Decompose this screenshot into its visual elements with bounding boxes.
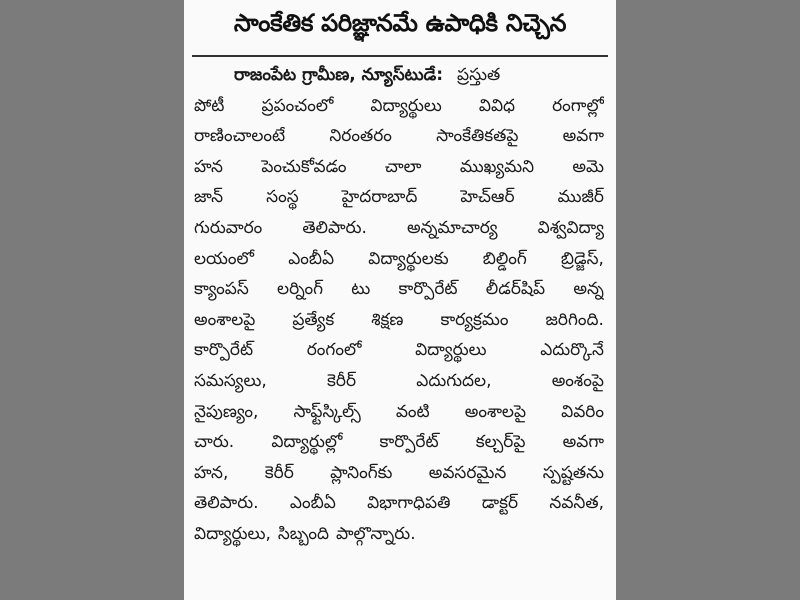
- article-word: ప్రత్యేక: [292, 309, 335, 330]
- article-word: నవనీత,: [549, 493, 604, 514]
- headline-divider: [192, 55, 608, 57]
- article-line: [194, 121, 604, 152]
- article-word: చాలా: [384, 156, 422, 177]
- article-word: లయంలో: [194, 248, 255, 269]
- article-word: అమె: [572, 156, 604, 177]
- article-word: క్యాంపస్: [194, 279, 249, 300]
- article-line: [194, 152, 604, 183]
- article-line: [194, 488, 604, 519]
- article-word: ఎదుర్కొనే: [540, 340, 604, 361]
- article-word: ప్లానింగ్‌కు: [330, 462, 393, 483]
- article-word: ప్రపంచంలో: [261, 95, 334, 116]
- article-word: చారు.: [194, 432, 235, 453]
- article-word: రంగంలో: [306, 340, 362, 361]
- article-line: [194, 458, 604, 489]
- article-line: [194, 366, 604, 397]
- article-word: కార్పొరేట్: [379, 432, 439, 453]
- article-word: అవగా: [562, 432, 604, 453]
- article-word: తెలిపారు.: [302, 217, 367, 238]
- article-word: కల్చర్‌పై: [475, 432, 526, 453]
- article-word: రంగాల్లో: [552, 95, 604, 116]
- article-line-text: ప్రస్తుత: [457, 65, 501, 85]
- article-word: విద్యార్థులు: [370, 95, 442, 116]
- article-word: సమస్యలు,: [194, 370, 267, 391]
- article-word: కార్పొరేట్: [194, 340, 254, 361]
- article-word: వివరిం: [561, 401, 604, 422]
- article-word: హెచ్ఆర్: [460, 187, 515, 208]
- article-word: అన్న: [573, 279, 604, 300]
- article-line: [194, 274, 604, 305]
- article-line: [194, 182, 604, 213]
- article-word: అంశంపై: [551, 370, 604, 391]
- article-word: సాఫ్ట్‌స్కిల్స్: [293, 401, 361, 422]
- article-word: బ్రిడ్జెస్,: [560, 248, 604, 269]
- article-word: విభాగాధిపతి: [367, 493, 451, 514]
- article-word: ఎదుగుదల,: [416, 370, 492, 391]
- article-line-first: [194, 60, 604, 91]
- article-word: విద్యార్థులకు: [368, 248, 449, 269]
- article-line: [194, 427, 604, 458]
- article-word: నిరంతరం: [329, 126, 392, 147]
- article-word: కార్యక్రమం: [440, 309, 509, 330]
- article-word: ఎంబీఏ: [288, 248, 335, 269]
- article-word: కెరీర్: [327, 370, 357, 391]
- article-word: కార్పొరేట్: [398, 279, 458, 300]
- article-line: [194, 213, 604, 244]
- article-word: కెరీర్: [264, 462, 294, 483]
- article-word: హైదరాబాద్: [341, 187, 418, 208]
- article-word: వంటి: [395, 401, 430, 422]
- article-word: రాణించాలంటే: [194, 126, 286, 147]
- article-word: విశ్వవిద్యా: [537, 217, 604, 238]
- article-word: వివిధ: [478, 95, 516, 116]
- article-word: విద్యార్థులు,: [194, 523, 271, 544]
- newspaper-clipping: [184, 0, 616, 600]
- article-body: [194, 60, 604, 550]
- article-word: సంస్థ: [266, 187, 299, 208]
- article-word: హన: [194, 156, 223, 177]
- article-word: ఎంబీఏ: [289, 493, 336, 514]
- article-word: డాక్టర్: [481, 493, 519, 514]
- article-word: టు: [351, 279, 371, 300]
- article-word: నైపుణ్యం,: [194, 401, 259, 422]
- article-line: [194, 335, 604, 366]
- dateline: రాజంపేట గ్రామీణ, న్యూస్‌టుడే:: [234, 65, 444, 85]
- article-line: [194, 519, 604, 550]
- article-word: పెంచుకోవడం: [261, 156, 347, 177]
- article-word: జరిగింది.: [545, 309, 604, 330]
- article-word: పోటీ: [194, 95, 225, 116]
- article-word: విద్యార్థుల్లో: [271, 432, 343, 453]
- article-word: అన్నమాచార్య: [406, 217, 498, 238]
- article-word: స్పష్టతను: [542, 462, 604, 483]
- article-word: తెలిపారు.: [194, 493, 259, 514]
- article-word: అంశాలపై: [194, 309, 256, 330]
- article-line: [194, 91, 604, 122]
- article-line: [194, 244, 604, 275]
- article-word: అవసరమైన: [428, 462, 507, 483]
- article-word: లర్నింగ్: [277, 279, 323, 300]
- article-word: హన,: [194, 462, 229, 483]
- article-word: ముజీర్: [557, 187, 604, 208]
- article-word: గురువారం: [194, 217, 263, 238]
- article-line: [194, 305, 604, 336]
- article-word: లీడర్‌షిప్: [485, 279, 546, 300]
- article-word: విద్యార్థులు: [415, 340, 487, 361]
- article-word: జాన్: [194, 187, 224, 208]
- article-word: ముఖ్యమని: [459, 156, 535, 177]
- article-word: పాల్గొన్నారు.: [335, 523, 416, 544]
- article-word: సాంకేతికతపై: [436, 126, 519, 147]
- article-word: అంశాలపై: [464, 401, 527, 422]
- headline: సాంకేతిక పరిజ్ఞానమే ఉపాధికి నిచ్చెన: [233, 9, 567, 37]
- article-word: సిబ్బంది: [277, 523, 329, 544]
- article-word: శిక్షణ: [371, 309, 404, 330]
- article-word: బిల్డింగ్: [482, 248, 527, 269]
- article-line: [194, 397, 604, 428]
- article-word: అవగా: [562, 126, 604, 147]
